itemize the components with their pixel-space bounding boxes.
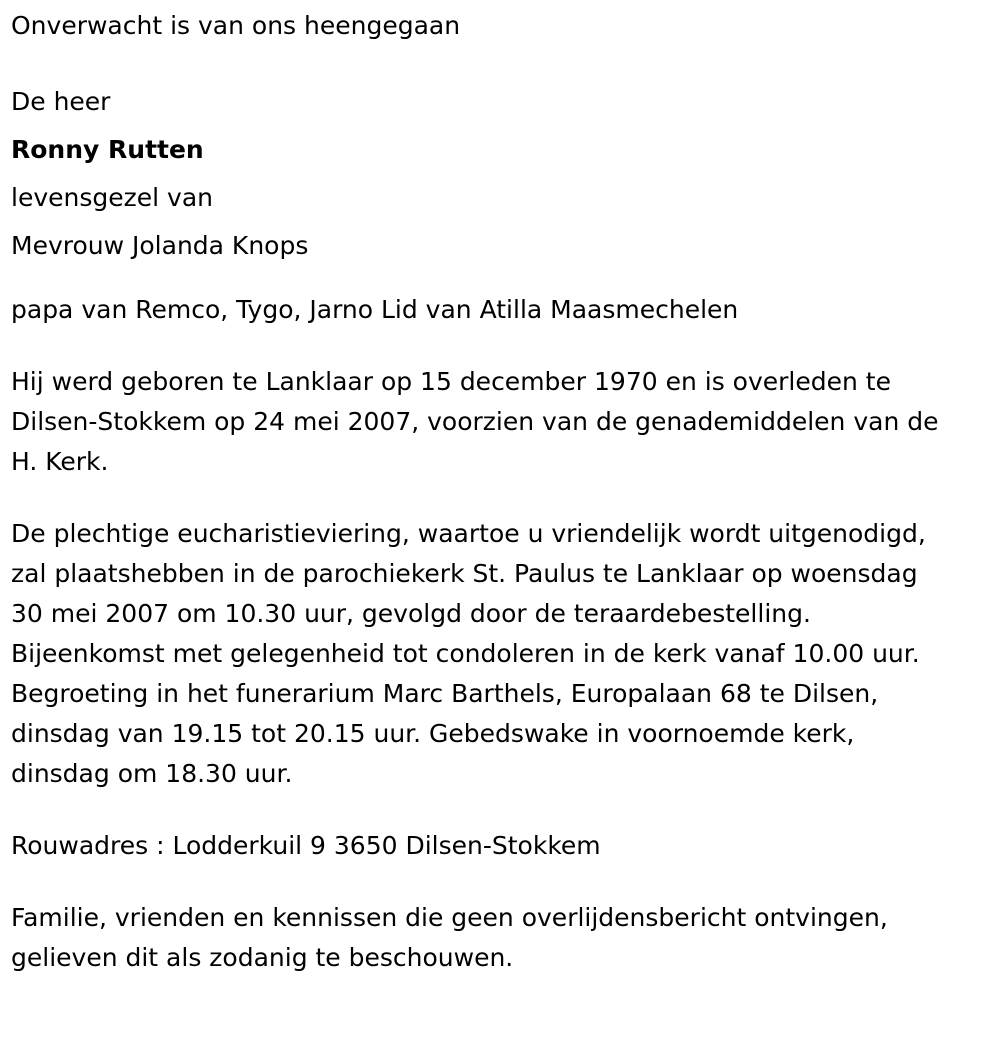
closing-paragraph <box>11 898 996 978</box>
intro-text: Onverwacht is van ons heengegaan <box>11 11 461 40</box>
obituary-notice <box>11 6 996 978</box>
paragraph-line: Hij werd geboren te Lanklaar op 15 december 1970 en is overleden te <box>11 367 891 396</box>
family-text: papa van Remco, Tygo, Jarno Lid van Atilla Maasmechelen <box>11 295 739 324</box>
spacer <box>11 270 996 290</box>
address-text: Rouwadres : Lodderkuil 9 3650 Dilsen-Stokkem <box>11 831 601 860</box>
paragraph-line: dinsdag van 19.15 tot 20.15 uur. Gebedswake in voornoemde kerk, <box>11 719 855 748</box>
salutation-text: De heer <box>11 87 111 116</box>
paragraph-line: Dilsen-Stokkem op 24 mei 2007, voorzien van de genademiddelen van de <box>11 407 939 436</box>
ceremony-paragraph <box>11 514 996 794</box>
paragraph-line: dinsdag om 18.30 uur. <box>11 759 293 788</box>
birth-death-paragraph <box>11 362 996 482</box>
partner-name: Mevrouw Jolanda Knops <box>11 231 309 260</box>
spacer <box>11 794 996 826</box>
paragraph-line: Bijeenkomst met gelegenheid tot condoleren in de kerk vanaf 10.00 uur. <box>11 639 920 668</box>
paragraph-line: Familie, vrienden en kennissen die geen overlijdensbericht ontvingen, <box>11 903 888 932</box>
deceased-name: Ronny Rutten <box>11 135 204 164</box>
paragraph-line: gelieven dit als zodanig te beschouwen. <box>11 943 514 972</box>
spacer <box>11 482 996 514</box>
paragraph-line: H. Kerk. <box>11 447 109 476</box>
paragraph-line: Begroeting in het funerarium Marc Barthels, Europalaan 68 te Dilsen, <box>11 679 879 708</box>
spacer <box>11 866 996 898</box>
spacer <box>11 330 996 362</box>
relation-label: levensgezel van <box>11 183 213 212</box>
paragraph-line: 30 mei 2007 om 10.30 uur, gevolgd door de teraardebestelling. <box>11 599 811 628</box>
spacer <box>11 46 996 78</box>
paragraph-line: De plechtige eucharistieviering, waartoe u vriendelijk wordt uitgenodigd, <box>11 519 926 548</box>
paragraph-line: zal plaatshebben in de parochiekerk St. Paulus te Lanklaar op woensdag <box>11 559 918 588</box>
